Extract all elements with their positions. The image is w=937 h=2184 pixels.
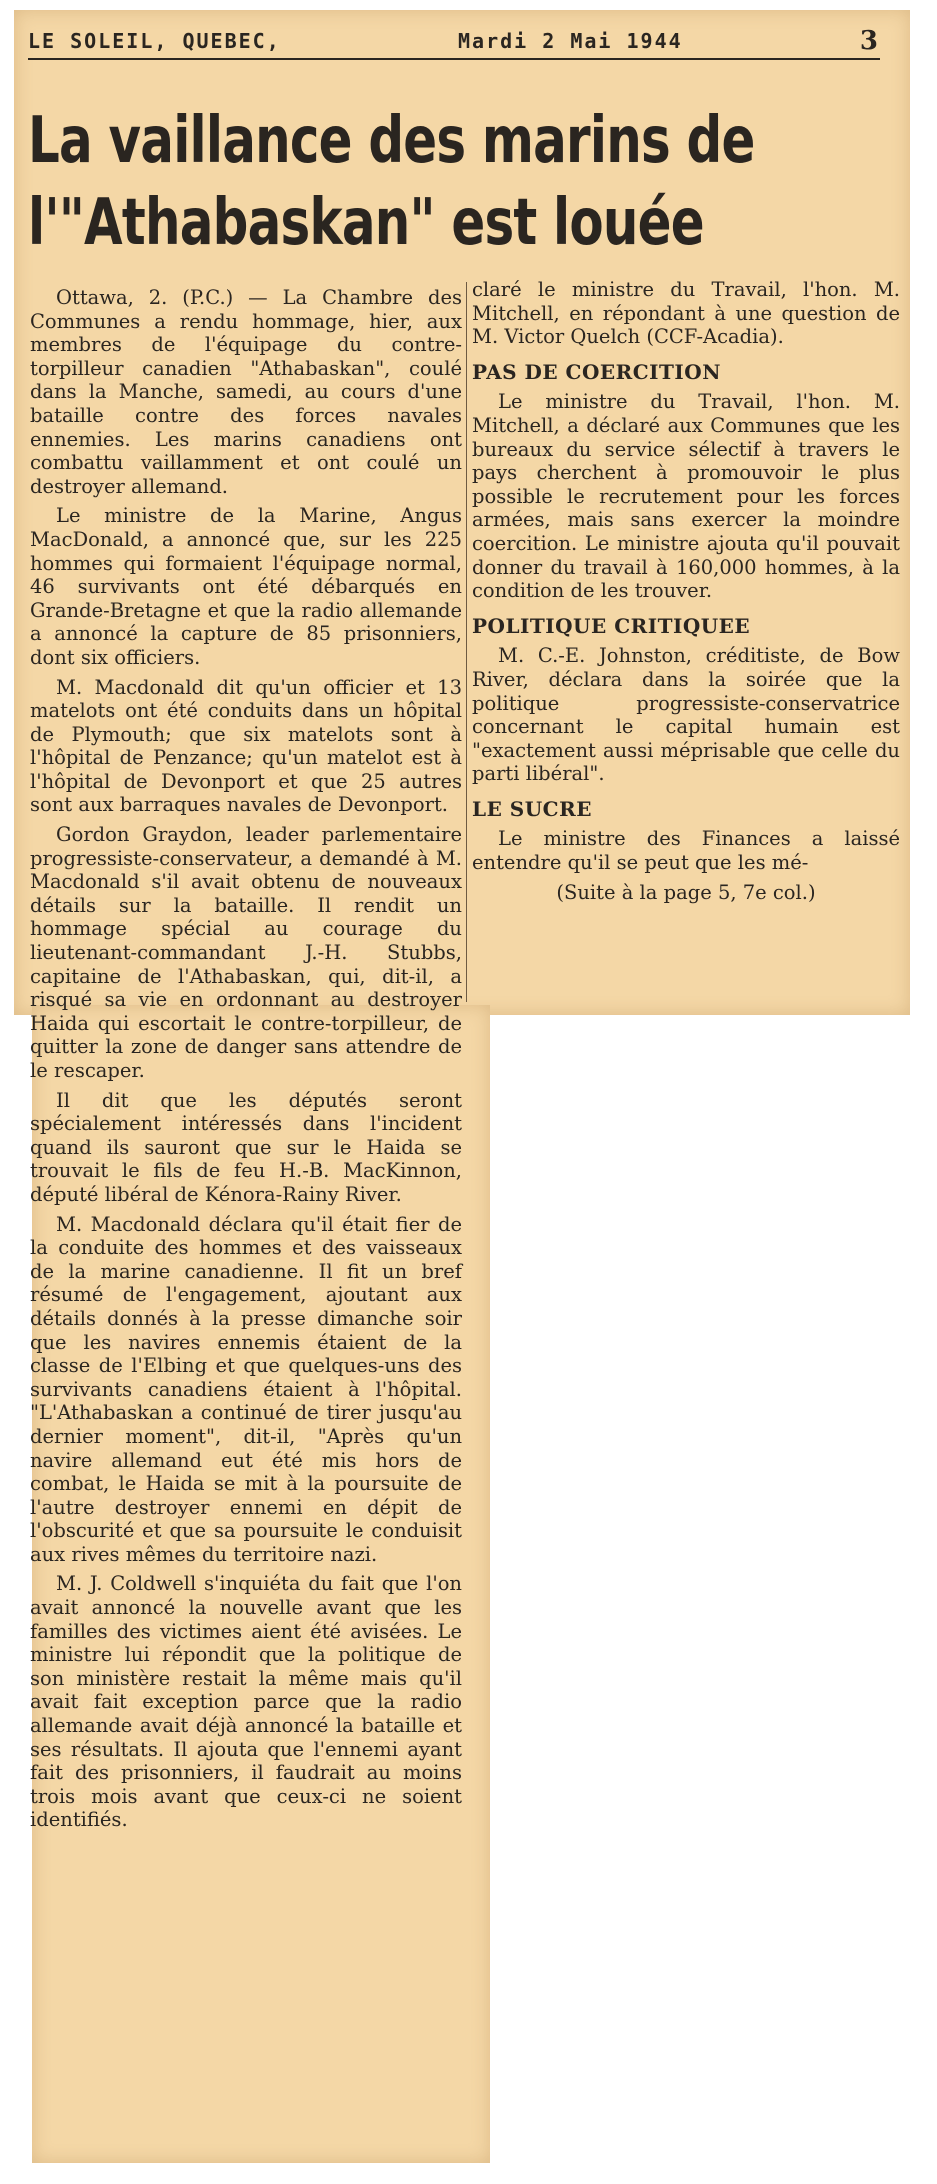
paragraph: Il dit que les députés seront spécialement intéressés dans l'incident quand ils sauront que sur le Haida se trouvait le fils de feu H.-B. MacKinnon, député libéral de Kénora-Rainy River. [30,1088,462,1206]
paragraph: M. C.-E. Johnston, créditiste, de Bow River, déclara dans la soirée que la politique progressiste-conservatrice concernant le capital humain est "exactement aussi méprisable que celle du parti libéral". [472,644,900,786]
paragraph: M. Macdonald dit qu'un officier et 13 matelots ont été conduits dans un hôpital de Plymouth; que six matelots sont à l'hôpital de Penzance; qu'un matelot est à l'hôpital de Devonport et que 25 autres sont aux barraques navales de Devonport. [30,675,462,817]
article-right-column [472,278,900,904]
headline-line-2: l'"Athabaskan" est louée [28,186,704,260]
article-left-column [30,286,462,1838]
paragraph: M. J. Coldwell s'inquiéta du fait que l'on avait annoncé la nouvelle avant que les familles des victimes aient été avisées. Le ministre lui répondit que la politique de son ministère restait la même mais qu'il avait fait exception parce que la radio allemande avait déjà annoncé la bataille et ses résultats. Il ajouta que l'ennemi ayant fait des prisonniers, il faudrait au moins trois mois avant que ceux-ci ne soient identifiés. [30,1572,462,1832]
paragraph: claré le ministre du Travail, l'hon. M. Mitchell, en répondant à une question de M. Victor Quelch (CCF-Acadia). [472,278,900,349]
headline [28,100,755,264]
paragraph: Le ministre du Travail, l'hon. M. Mitchell, a déclaré aux Communes que les bureaux du service sélectif à travers le pays cherchent à promouvoir le plus possible le recrutement pour les forces armées, mais sans exercer la moindre coercition. Le ministre ajouta qu'il pouvait donner du travail à 160,000 hommes, à la condition de les trouver. [472,390,900,603]
page-number: 3 [859,26,880,56]
paragraph: Le ministre des Finances a laissé entendre qu'il se peut que les mé- [472,827,900,875]
paragraph: Ottawa, 2. (P.C.) — La Chambre des Communes a rendu hommage, hier, aux membres de l'équipage du contre-torpilleur canadien "Athabaskan", coulé dans la Manche, samedi, au cours d'une bataille contre des forces navales ennemies. Les marins canadiens ont combattu vaillamment et ont coulé un destroyer allemand. [30,286,462,498]
newspaper-name: LE SOLEIL, QUEBEC, [28,29,281,53]
continuation-note: (Suite à la page 5, 7e col.) [556,880,816,904]
paragraph: Gordon Graydon, leader parlementaire progressiste-conservateur, a demandé à M. Macdonald s'il avait obtenu de nouveaux détails sur la bataille. Il rendit un hommage spécial au courage du lieutenant-commandant J.-H. Stubbs, capitaine de l'Athabaskan, qui, dit-il, a risqué sa vie en ordonnant au destroyer Haida qui escortait le contre-torpilleur, de quitter la zone de danger sans attendre de le rescaper. [30,823,462,1082]
headline-line-1: La vaillance des marins de [28,104,755,178]
column-divider [466,282,467,1002]
paragraph: Le ministre de la Marine, Angus MacDonald, a annoncé que, sur les 225 hommes qui formaient l'équipage normal, 46 survivants ont été débarqués en Grande-Bretagne et que la radio allemande a annoncé la capture de 85 prisonniers, dont six officiers. [30,504,462,669]
paragraph: M. Macdonald déclara qu'il était fier de la conduite des hommes et des vaisseaux de la marine canadienne. Il fit un bref résumé de l'engagement, ajoutant aux détails donnés à la presse dimanche soir que les navires ennemis étaient de la classe de l'Elbing et que quelques-uns des survivants canadiens étaient à l'hôpital. "L'Athabaskan a continué de tirer jusqu'au dernier moment", dit-il, "Après qu'un navire allemand eut été mis hors de combat, le Haida se mit à la poursuite de l'autre destroyer ennemi en dépit de l'obscurité et que sa poursuite le conduisit aux rives mêmes du territoire nazi. [30,1212,462,1566]
issue-date: Mardi 2 Mai 1944 [458,29,683,53]
subheading: LE SUCRE [472,796,592,821]
subheading: POLITIQUE CRITIQUEE [472,613,751,638]
masthead [28,24,880,60]
subheading: PAS DE COERCITION [472,359,721,384]
